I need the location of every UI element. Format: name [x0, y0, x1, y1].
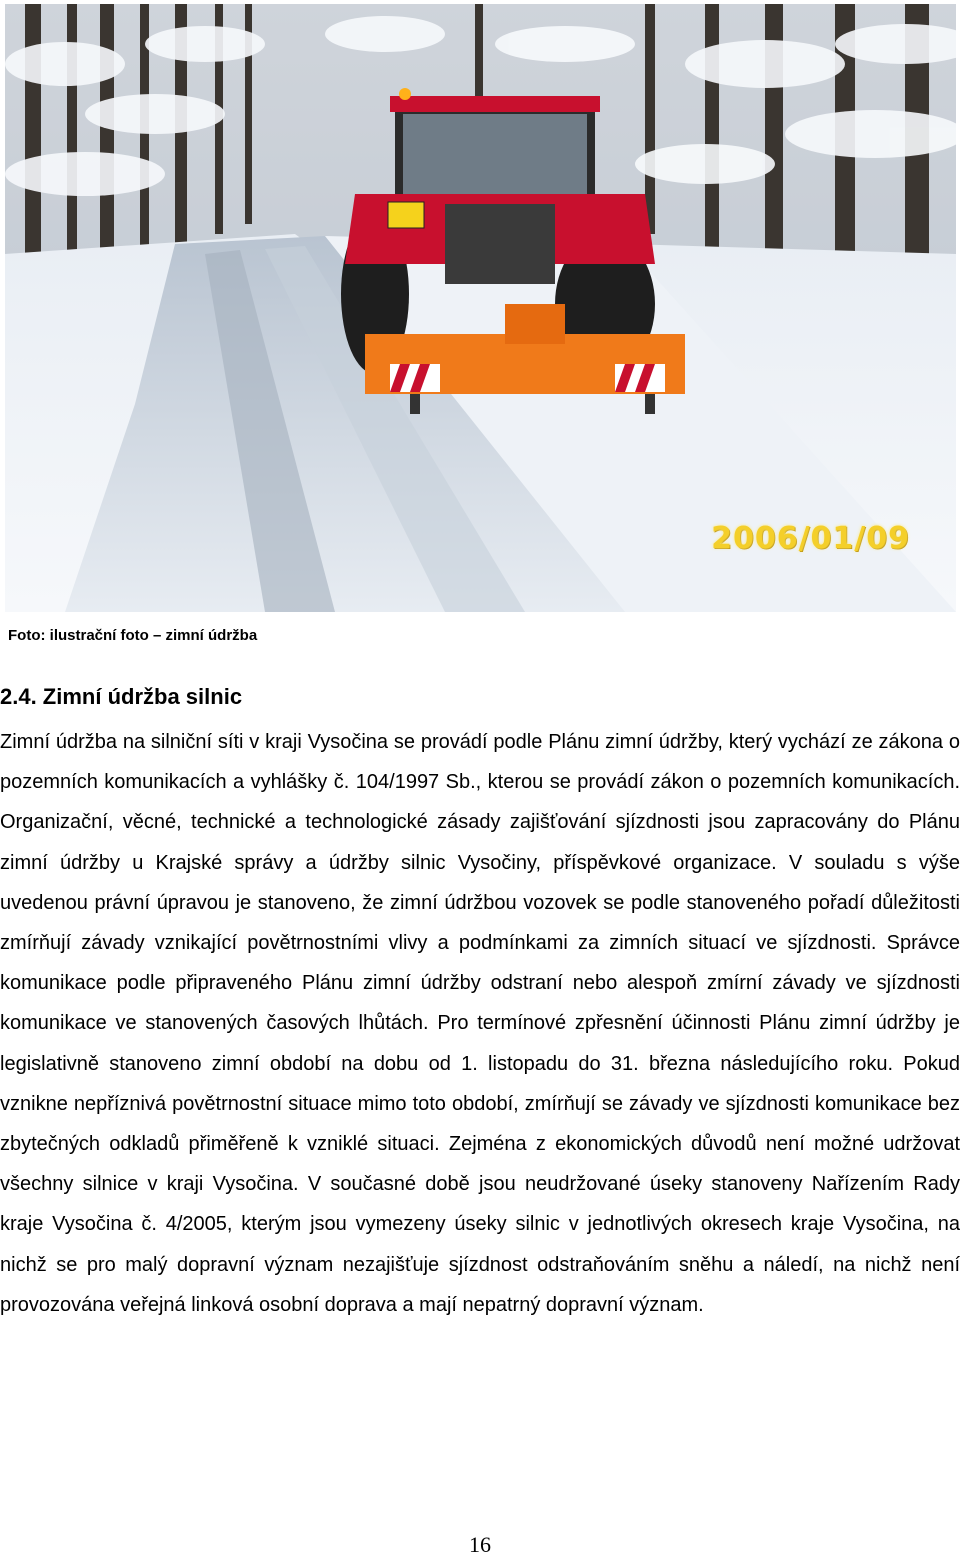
section-heading: 2.4. Zimní údržba silnic — [0, 684, 243, 709]
photo-caption: Foto: ilustrační foto – zimní údržba — [8, 627, 258, 644]
photo-date-stamp: 2006/01/09 — [711, 521, 910, 556]
page-number: 16 — [469, 1532, 491, 1557]
section-body-text: Zimní údržba na silniční síti v kraji Vysočina se provádí podle Plánu zimní údržby, který vychází ze zákona o pozemních komunikacích a vyhlášky č. 104/1997 Sb., kterou se provádí zákon o pozemních komunikacích. Organizační, věcné, technické a technologické zásady zajišťování sjízdnosti jsou zapracovány do Plánu zimní údržby u Krajské správy a údržby silnic Vysočiny, příspěvkové organizace. V souladu s výše uvedenou právní úpravou je stanoveno, že zimní údržbou vozovek se podle stanoveného pořadí důležitosti zmírňují závady vznikající povětrnostními vlivy a podmínkami za zimních situací ve sjízdnosti. Správce komunikace podle připraveného Plánu zimní údržby odstraní nebo alespoň zmírní závady ve sjízdnosti komunikace ve stanovených časových lhůtách. Pro termínové zpřesnění účinnosti Plánu zimní údržby je legislativně stanoveno zimní období na dobu od 1. listopadu do 31. března následujícího roku. Pokud vznikne nepříznivá povětrnostní situace mimo toto období, zmírňují se závady ve sjízdnosti komunikace bez zbytečných odkladů přiměřeně k vzniklé situaci. Zejména z ekonomických důvodů není možné udržovat všechny silnice v kraji Vysočina. V současné době jsou neudržované úseky stanoveny Nařízením Rady kraje Vysočina č. 4/2005, kterým jsou vymezeny úseky silnic v jednotlivých okresech kraje Vysočina, na nichž se pro malý dopravní význam nezajišťuje sjízdnost odstraňováním sněhu a náledí, na nichž není provozována veřejná linková osobní doprava a mají nepatrný dopravní význam. — [0, 731, 960, 1316]
photo-winter-maintenance — [5, 4, 956, 612]
